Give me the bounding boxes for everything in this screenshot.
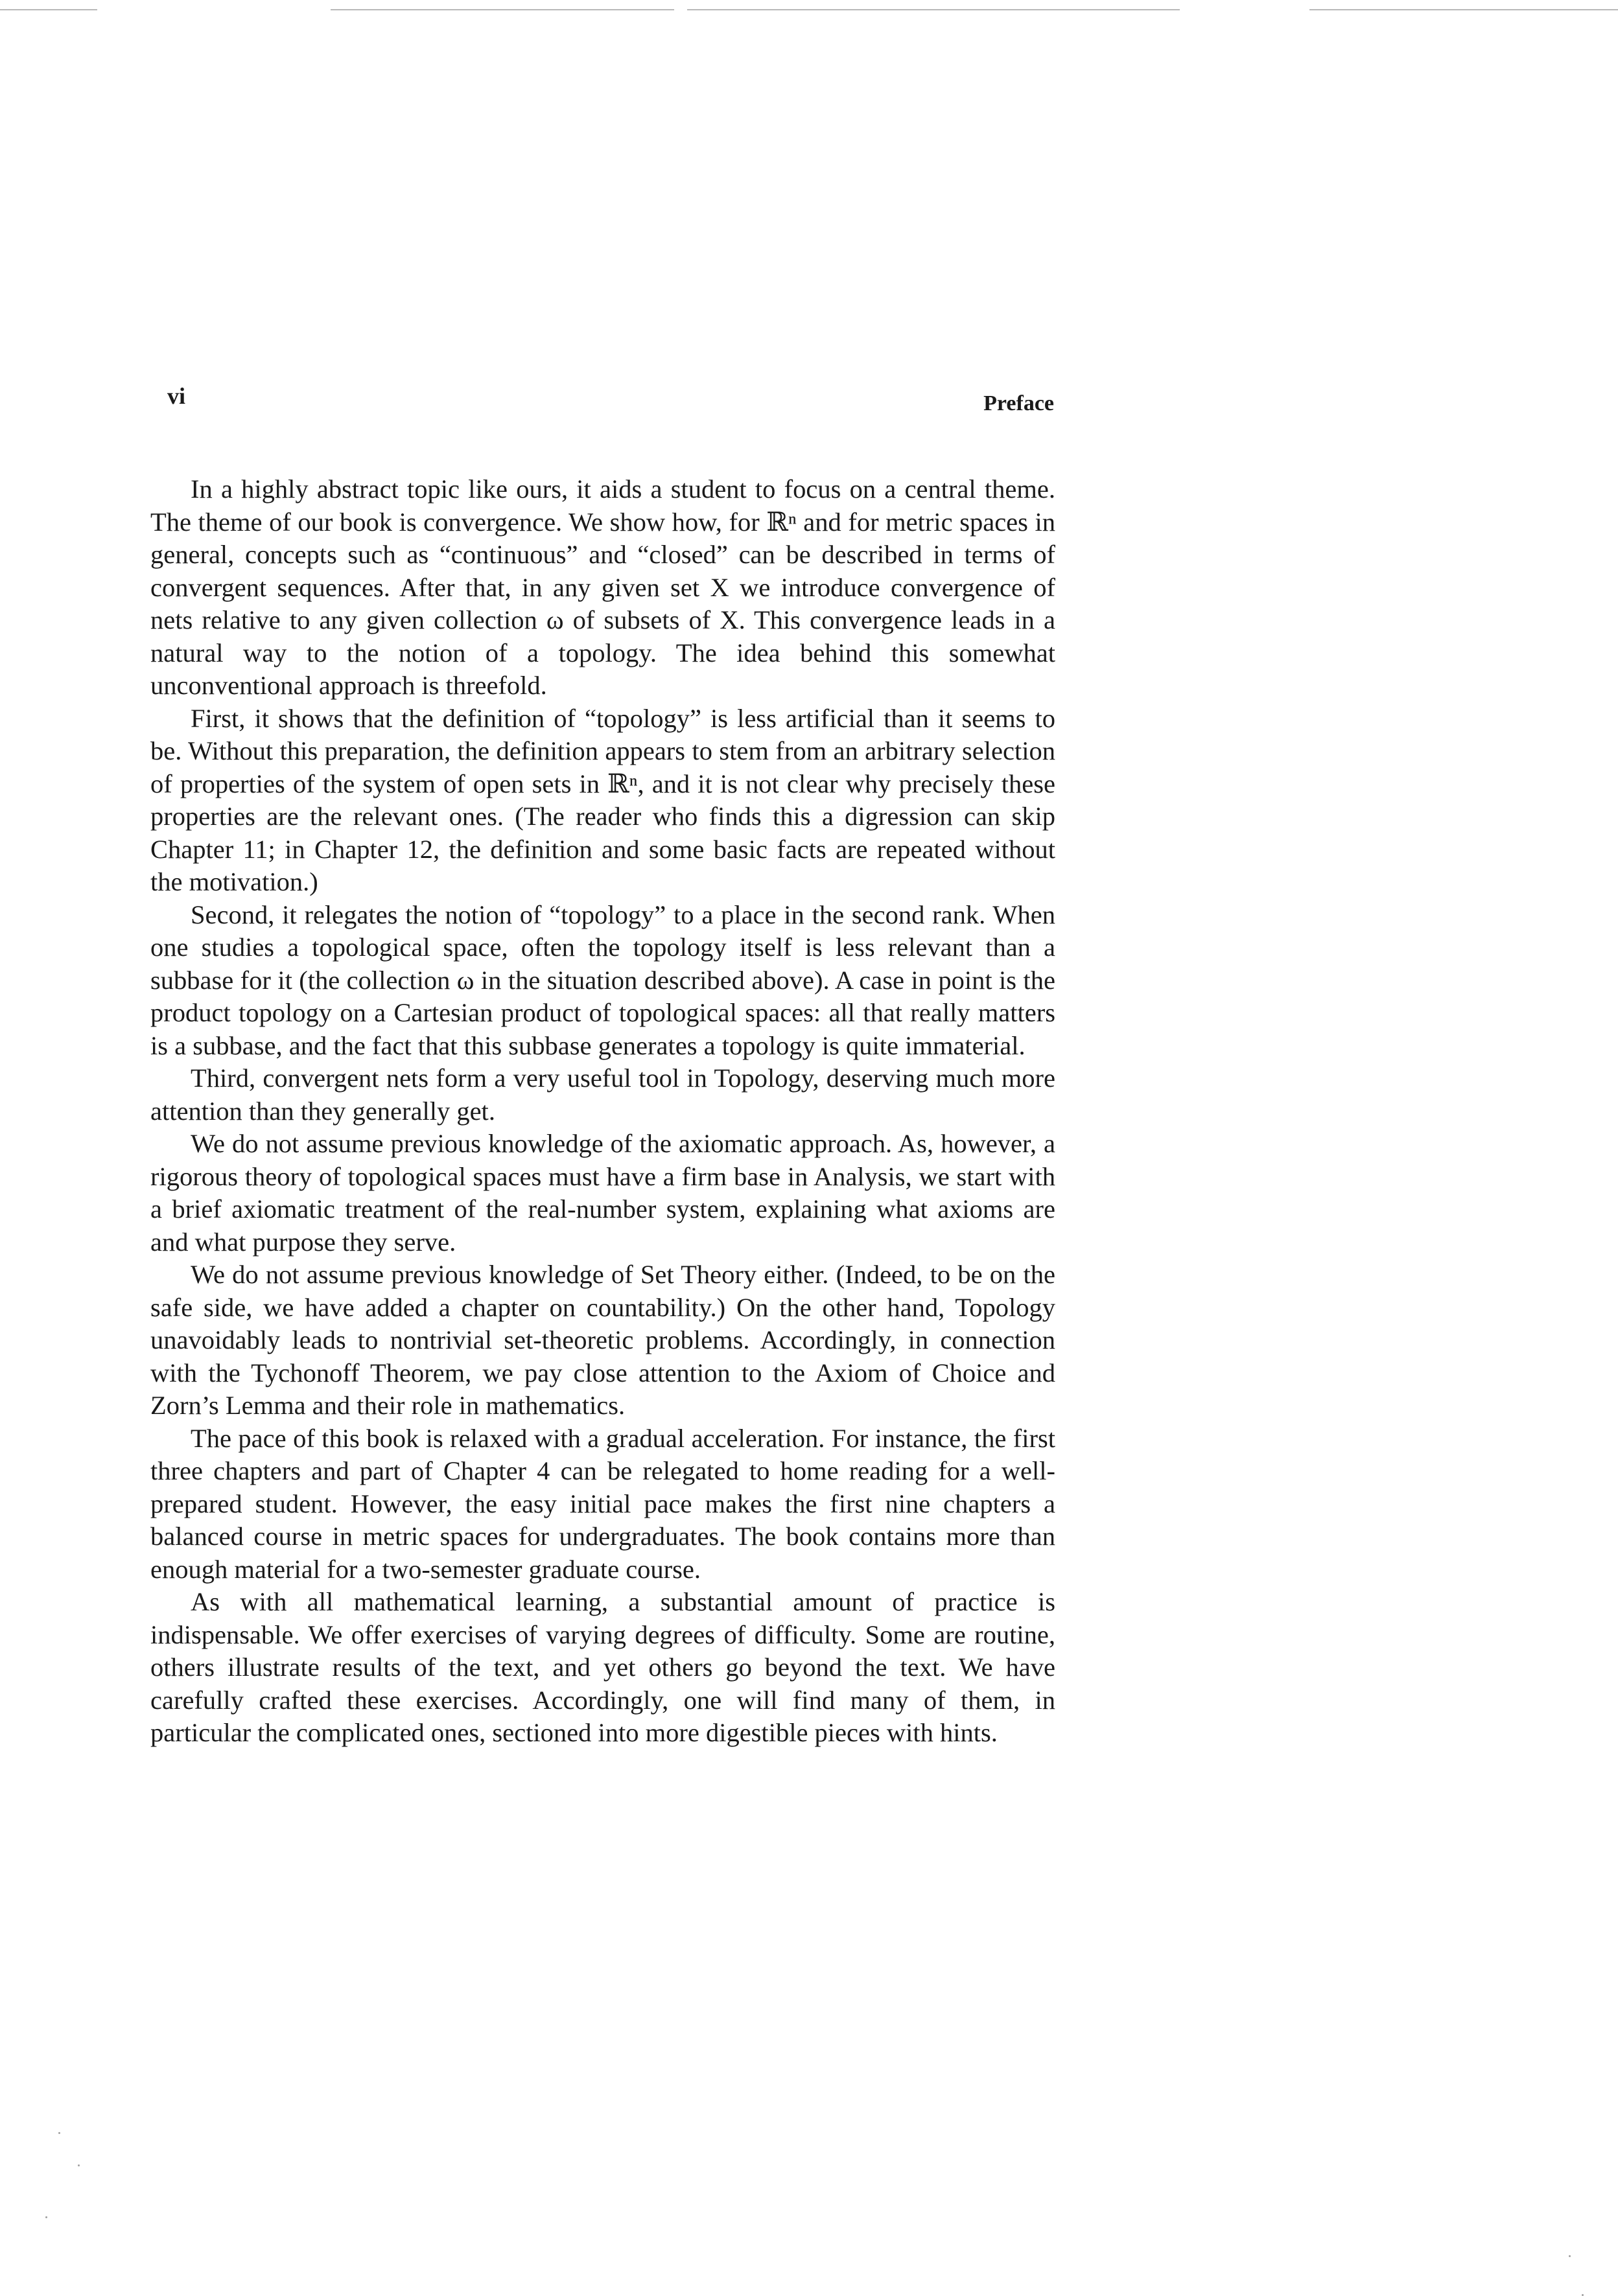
scan-speckle (58, 2132, 60, 2134)
paragraph-central-theme: In a highly abstract topic like ours, it aids a student to focus on a central theme. The theme of our book is convergence. We show how, for ℝⁿ and for metric spaces in general, concepts such as “continuous” and “closed” can be described in terms of convergent sequences. After that, in any given set X we introduce convergence of nets relative to any given collection ω of subsets of X. This convergence leads in a natural way to the notion of a topology. The idea behind this somewhat unconventional approach is threefold. (150, 474, 1055, 700)
scan-artifact-line (331, 9, 674, 10)
running-head: Preface (983, 391, 1054, 415)
scan-artifact-line (687, 9, 1180, 10)
paragraph-pace: The pace of this book is relaxed with a gradual acceleration. For instance, the first three chapters and part of Chapter 4 can be relegated to home reading for a well-prepared student. However, the easy initial pace makes the first nine chapters a balanced course in metric spaces for undergraduates. The book contains more than enough material for a two-semester graduate course. (150, 1423, 1055, 1584)
scan-artifact-line (0, 9, 97, 10)
preface-body (150, 473, 1055, 1750)
page-number: vi (167, 383, 186, 409)
paragraph-second-reason: Second, it relegates the notion of “topology” to a place in the second rank. When one studies a topological space, often the topology itself is less relevant than a subbase for it (the collection ω in the situation described above). A case in point is the product topology on a Cartesian product of topological spaces: all that really matters is a subbase, and the fact that this subbase generates a topology is quite immaterial. (150, 899, 1055, 1060)
scan-speckle (78, 2164, 80, 2166)
paragraph-axiomatic-approach: We do not assume previous knowledge of the axiomatic approach. As, however, a rigorous theory of topological spaces must have a firm base in Analysis, we start with a brief axiomatic treatment of the real-number system, explaining what axioms are and what purpose they serve. (150, 1129, 1055, 1257)
scan-speckle (45, 2216, 47, 2218)
paragraph-exercises: As with all mathematical learning, a substantial amount of practice is indispensable. We offer exercises of varying degrees of difficulty. Some are routine, others illustrate results of the text, and yet others go beyond the text. We have carefully crafted these exercises. Accordingly, one will find many of them, in particular the complicated ones, sectioned into more digestible pieces with hints. (150, 1587, 1055, 1747)
paragraph-first-reason: First, it shows that the definition of “topology” is less artificial than it seems to be. Without this preparation, the definition appears to stem from an arbitrary selection of properties of the system of open sets in ℝⁿ, and it is not clear why precisely these properties are the relevant ones. (The reader who finds this a digression can skip Chapter 11; in Chapter 12, the definition and some basic facts are repeated without the motivation.) (150, 703, 1055, 896)
scan-speckle (1569, 2255, 1571, 2257)
paragraph-third-reason: Third, convergent nets form a very useful tool in Topology, deserving much more attention than they generally get. (150, 1063, 1055, 1126)
paragraph-set-theory: We do not assume previous knowledge of Set Theory either. (Indeed, to be on the safe side, we have added a chapter on countability.) On the other hand, Topology unavoidably leads to nontrivial set-theoretic problems. Accordingly, in connection with the Tychonoff Theorem, we pay close attention to the Axiom of Choice and Zorn’s Lemma and their role in mathematics. (150, 1260, 1055, 1420)
scan-artifact-line (1309, 9, 1618, 10)
